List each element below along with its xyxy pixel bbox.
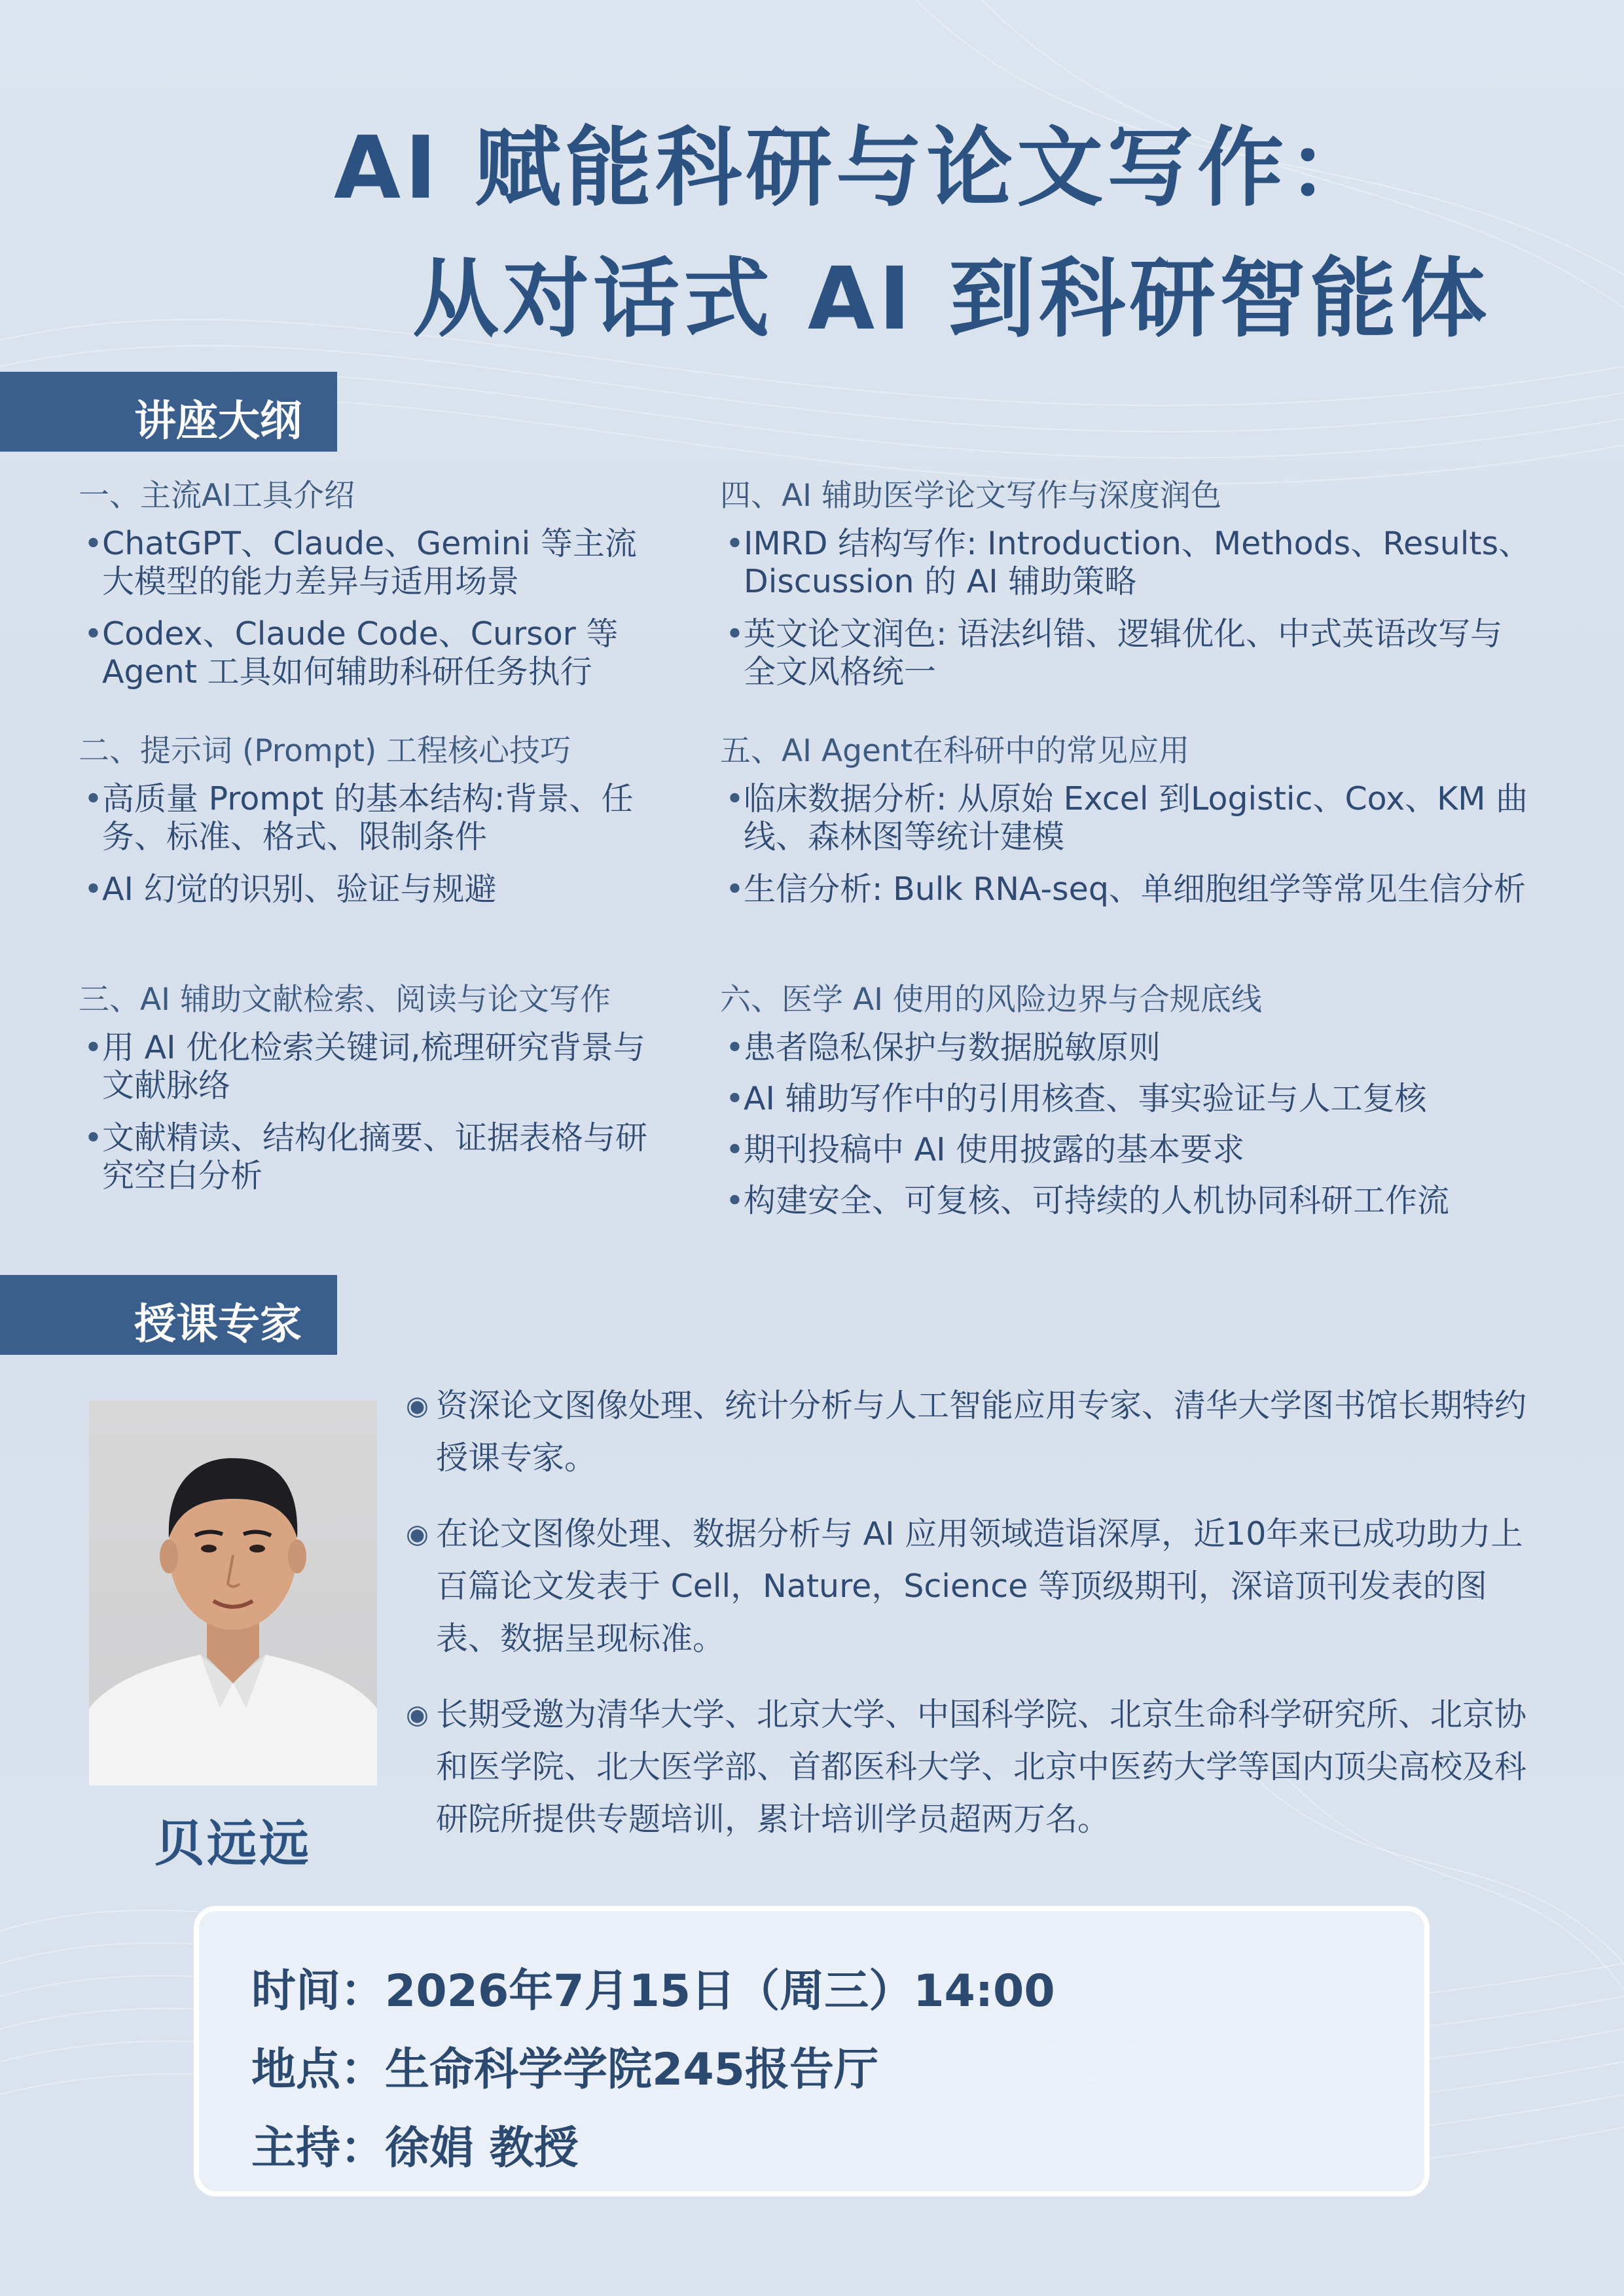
outline-group-5 bbox=[720, 730, 1532, 923]
bullet-dot-icon: • bbox=[725, 1182, 744, 1219]
bullet-dot-icon: • bbox=[725, 1029, 744, 1066]
outline-group-title: 二、提示词 (Prompt) 工程核心技巧 bbox=[79, 733, 571, 769]
page-title-line-1: AI 赋能科研与论文写作： bbox=[334, 118, 1379, 219]
list-item: • 生信分析: Bulk RNA-seq、单细胞组学等常见生信分析 bbox=[725, 870, 1526, 908]
circle-dot-icon: ◉ bbox=[406, 1391, 429, 1421]
bullet-dot-icon: • bbox=[84, 1029, 103, 1066]
list-item: • AI 幻觉的识别、验证与规避 bbox=[84, 870, 497, 908]
list-item: • 构建安全、可复核、可持续的人机协同科研工作流 bbox=[725, 1182, 1450, 1219]
outline-group-3 bbox=[79, 979, 668, 1210]
expert-bio bbox=[406, 1380, 1532, 1869]
list-item: • 临床数据分析: 从原始 Excel 到Logistic、Cox、KM 曲线、森林图等统计建模 bbox=[725, 780, 1528, 855]
bio-paragraph: ◉ 在论文图像处理、数据分析与 AI 应用领域造诣深厚，近10年来已成功助力上百篇论文发表于 Cell，Nature，Science 等顶级期刊，深谙顶刊发表的图表、数据呈现标准。 bbox=[406, 1508, 1532, 1665]
outline-group-2 bbox=[79, 730, 668, 923]
event-info-box bbox=[194, 1906, 1430, 2197]
bullet-dot-icon: • bbox=[84, 1119, 103, 1157]
bullet-dot-icon: • bbox=[725, 1131, 744, 1168]
list-item: • 用 AI 优化检索关键词,梳理研究背景与文献脉络 bbox=[84, 1029, 645, 1104]
list-item: • AI 辅助写作中的引用核查、事实验证与人工复核 bbox=[725, 1080, 1427, 1117]
event-location: 地点：生命科学学院245报告厅 bbox=[251, 2044, 878, 2096]
section-tab-expert bbox=[0, 1275, 337, 1355]
bullet-dot-icon: • bbox=[725, 525, 744, 562]
list-item: • ChatGPT、Claude、Gemini 等主流大模型的能力差异与适用场景 bbox=[84, 525, 637, 600]
event-host: 主持：徐娟 教授 bbox=[251, 2123, 579, 2174]
page-title-line-2: 从对话式 AI 到科研智能体 bbox=[412, 249, 1491, 350]
bullet-dot-icon: • bbox=[725, 615, 744, 653]
list-item: • 英文论文润色: 语法纠错、逻辑优化、中式英语改写与全文风格统一 bbox=[725, 615, 1503, 691]
list-item: • IMRD 结构写作: Introduction、Methods、Results、Discussion 的 AI 辅助策略 bbox=[725, 525, 1531, 600]
outline-group-title: 三、AI 辅助文献检索、阅读与论文写作 bbox=[79, 982, 611, 1018]
bullet-dot-icon: • bbox=[84, 615, 103, 653]
list-item: • 文献精读、结构化摘要、证据表格与研究空白分析 bbox=[84, 1119, 648, 1194]
bullet-dot-icon: • bbox=[84, 780, 103, 817]
section-heading-outline: 讲座大纲 bbox=[134, 397, 302, 446]
expert-name: 贝远远 bbox=[154, 1814, 312, 1873]
bullet-dot-icon: • bbox=[725, 870, 744, 908]
bullet-dot-icon: • bbox=[725, 1080, 744, 1117]
expert-photo bbox=[89, 1401, 377, 1785]
bullet-dot-icon: • bbox=[725, 780, 744, 817]
circle-dot-icon: ◉ bbox=[406, 1700, 429, 1730]
section-heading-expert: 授课专家 bbox=[134, 1300, 302, 1349]
section-tab-outline bbox=[0, 372, 337, 452]
outline-group-1 bbox=[79, 475, 668, 706]
list-item: • 高质量 Prompt 的基本结构:背景、任务、标准、格式、限制条件 bbox=[84, 780, 634, 855]
bullet-dot-icon: • bbox=[84, 870, 103, 908]
bio-paragraph: ◉ 资深论文图像处理、统计分析与人工智能应用专家、清华大学图书馆长期特约授课专家。 bbox=[406, 1380, 1532, 1484]
list-item: • 期刊投稿中 AI 使用披露的基本要求 bbox=[725, 1131, 1245, 1168]
list-item: • Codex、Claude Code、Cursor 等 Agent 工具如何辅助科研任务执行 bbox=[84, 615, 619, 691]
outline-group-4 bbox=[720, 475, 1532, 706]
outline-group-title: 一、主流AI工具介绍 bbox=[79, 478, 355, 514]
circle-dot-icon: ◉ bbox=[406, 1519, 429, 1549]
bio-paragraph: ◉ 长期受邀为清华大学、北京大学、中国科学院、北京生命科学研究所、北京协和医学院、北大医学部、首都医科大学、北京中医药大学等国内顶尖高校及科研院所提供专题培训，累计培训学员超两万名。 bbox=[406, 1689, 1532, 1846]
outline-group-title: 五、AI Agent在科研中的常见应用 bbox=[720, 733, 1190, 769]
outline-group-6 bbox=[720, 979, 1532, 1233]
event-time: 时间：2026年7月15日（周三）14:00 bbox=[251, 1965, 1055, 2017]
bullet-dot-icon: • bbox=[84, 525, 103, 562]
list-item: • 患者隐私保护与数据脱敏原则 bbox=[725, 1029, 1161, 1066]
outline-group-title: 六、医学 AI 使用的风险边界与合规底线 bbox=[720, 982, 1262, 1018]
outline-group-title: 四、AI 辅助医学论文写作与深度润色 bbox=[720, 478, 1221, 514]
